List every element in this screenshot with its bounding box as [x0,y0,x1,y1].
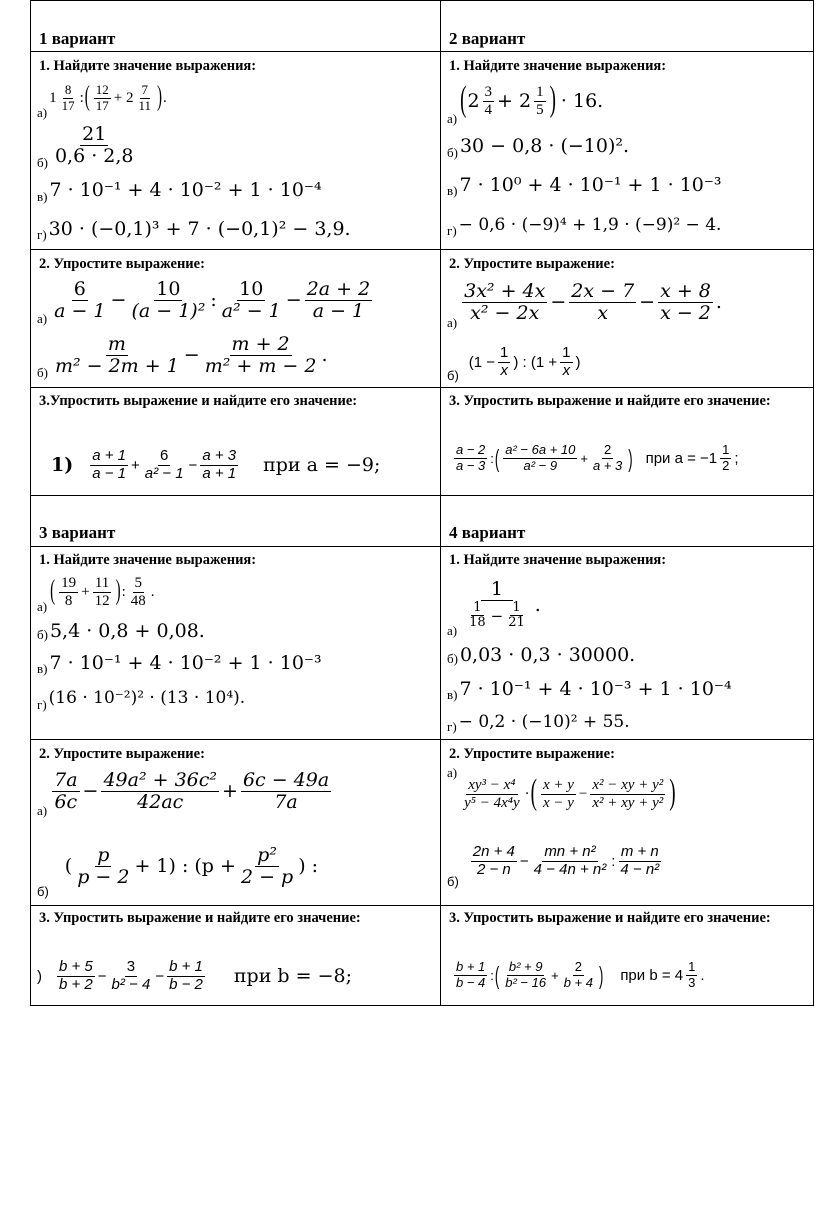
v3-task3-expr: ) b + 5 b + 2 − $\frac{3}{\text{b² − 4}}$ − $\frac{b + 1}{b - 2}$ при b = −8; [37,958,352,993]
v1-task1-title: 1. Найдите значение выражения: [39,58,257,74]
v3-task2-a: а) 7a 6c − $\frac{\text{49a² + 36c²}}{42ac}$ + $\frac{6c - 49a}{7a}$ [37,768,330,818]
v2-task3-title: 3. Упростить выражение и найдите его значение: [449,393,771,409]
v1-task1-b: б) 21 0,6 · 2,8 [37,122,134,170]
row-divider [31,51,813,52]
variant-2-heading: 2 вариант [449,29,526,48]
v3-task1-a: а) ( 19 8 + $\frac{11}{12}$ ) : 5 48 . [37,575,155,614]
v2-task1-b: б) 30 − 0,8 · (−10)². [447,135,630,160]
row-divider [31,387,813,388]
v4-task2-a: а) xy³ − x⁴ y⁵ − 4x⁴y · ( x + y x − y − $\frac{\text{x² − xy + y²}}{\text{x² + xy + y²}}$ ) [447,765,676,813]
v1-task3-expr: 1) a + 1 a − 1 + $\frac{6}{\text{a² − 1}}$ − $\frac{a + 3}{a + 1}$ при a = −9; [51,447,381,482]
row-divider [31,739,813,740]
v3-task1-title: 1. Найдите значение выражения: [39,552,257,568]
v2-task1-g: г) − 0,6 · (−9)⁴ + 1,9 · (−9)² − 4. [447,215,722,238]
v4-task3-expr: b + 1 b − 4 : ( b² + 9 b² − 16 + $\frac{2}{b + 4}$ ) при b = 4 1 3 . [456,959,705,990]
v2-task2-a: а) 3x² + 4x x² − 2x − $\frac{2x - 7}{x}$ − $\frac{x + 8}{x - 2}$ . [447,279,722,330]
v3-task1-v: в) 7 · 10⁻¹ + 4 · 10⁻² + 1 · 10⁻³ [37,652,322,676]
v3-task1-b: б) 5,4 · 0,8 + 0,08. [37,620,205,642]
v3-task1-g: г) (16 · 10⁻²)² · (13 · 10⁴). [37,688,246,712]
v2-task2-b: б) (1 − $\frac{1}{x}$ ) : (1 + $\frac{1}{x}$ ) [447,344,581,383]
v4-task3-title: 3. Упростить выражение и найдите его значение: [449,910,771,926]
v1-task1-g: г) 30 · (−0,1)³ + 7 · (−0,1)² − 3,9. [37,218,351,242]
v4-task1-g: г) − 0,2 · (−10)² + 55. [447,712,630,734]
v4-task2-b: б) 2n + 4 2 − n − $\frac{\text{mn + n²}}{\text{4 − 4n + n²}}$ : m + n 4 − n² [447,843,660,889]
v1-task1-v: в) 7 · 10⁻¹ + 4 · 10⁻² + 1 · 10⁻⁴ [37,179,322,204]
v1-task2-b: б) m m² − 2m + 1 − $\frac{m + 2}{\text{m² + m − 2}}$ . [37,332,328,380]
worksheet-table [30,0,814,1006]
variant-1-heading: 1 вариант [39,29,116,48]
v4-task1-v: в) 7 · 10⁻¹ + 4 · 10⁻³ + 1 · 10⁻⁴ [447,678,732,702]
v3-task3-title: 3. Упростить выражение и найдите его значение: [39,910,361,926]
v2-task1-v: в) 7 · 10⁰ + 4 · 10⁻¹ + 1 · 10⁻³ [447,174,722,198]
v3-task2-title: 2. Упростите выражение: [39,746,205,762]
row-divider [31,546,813,547]
v1-task2-a: а) 6 a − 1 − $\frac{10}{\text{(a − 1)²}}$ : 10 a² − 1 − $\frac{2a + 2}{a - 1}$ [37,277,371,326]
row-divider [31,249,813,250]
v2-task2-title: 2. Упростите выражение: [449,256,615,272]
v1-task3-title: 3.Упростить выражение и найдите его значение: [39,393,358,409]
row-divider [31,905,813,906]
v2-task1-title: 1. Найдите значение выражения: [449,58,667,74]
v4-task1-b: б) 0,03 · 0,3 · 30000. [447,644,636,666]
column-divider [440,1,441,1005]
v2-task3-expr: a − 2 a − 3 : ( a² − 6a + 10 a² − 9 + $\frac{2}{a + 3}$ ) при a = −1 1 2 ; [456,442,739,473]
row-divider [31,495,813,496]
v4-task1-title: 1. Найдите значение выражения: [449,552,667,568]
v4-task2-title: 2. Упростите выражение: [449,746,615,762]
v2-task1-a: а) ( 2 3 4 + 2 1 5 ) · 16. [447,80,604,126]
v1-task1-a: а) 1 8 17 : ( 12 17 + 2 7 11 ) . [37,81,167,120]
variant-4-heading: 4 вариант [449,523,526,542]
v3-task2-b: б) ( p p − 2 + 1) : (p + $\frac{\text{p²}}{2 - p}$ ) : [37,843,319,899]
v1-task2-title: 2. Упростите выражение: [39,256,205,272]
v4-task1-a: а) 1 1 18 − $\frac{1}{21}$ . [447,578,541,638]
variant-3-heading: 3 вариант [39,523,116,542]
